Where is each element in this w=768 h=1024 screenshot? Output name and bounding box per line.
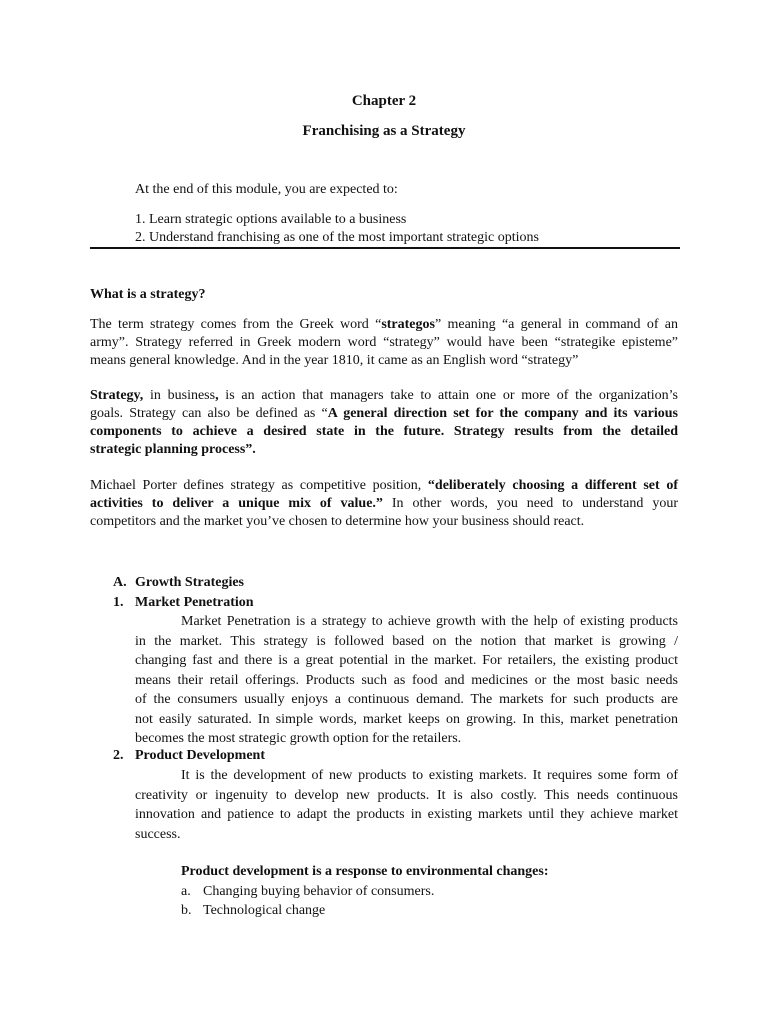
- market-penetration-line: changing fast and there is a great potential in the market. For retailers, the existing product: [135, 653, 678, 668]
- market-penetration-line: in the market. This strategy is followed based on the notion that market is growing /: [135, 634, 678, 649]
- paragraph-line: strategic planning process”.: [90, 442, 256, 457]
- growth-heading: Growth Strategies: [135, 575, 244, 590]
- product-development-line: success.: [135, 827, 181, 842]
- chapter-title: Franchising as a Strategy: [302, 123, 466, 139]
- section-heading-what-is-strategy: What is a strategy?: [90, 287, 206, 302]
- market-penetration-line: not easily saturated. In simple words, market keeps on growing. In this, market penetration: [135, 712, 678, 727]
- subitem-a-text: Changing buying behavior of consumers.: [203, 884, 435, 899]
- objectives-intro: At the end of this module, you are expected to:: [135, 182, 398, 197]
- market-penetration-line: means their retail offerings. Products such as food and medicines or the most basic needs: [135, 673, 678, 688]
- item-2-title: Product Development: [135, 748, 265, 763]
- item-2-marker: 2.: [113, 748, 124, 763]
- chapter-label: Chapter 2: [351, 93, 417, 109]
- paragraph-line: Strategy, in business, is an action that managers take to attain one or more of the organization’s: [90, 388, 678, 403]
- paragraph-etymology: [90, 316, 678, 370]
- growth-heading-marker: A.: [113, 575, 127, 590]
- subitem-b-marker: b.: [181, 903, 192, 918]
- market-penetration-line: becomes the most strategic growth option for the retailers.: [135, 731, 462, 746]
- paragraph-line: goals. Strategy can also be defined as “A general direction set for the company and its various: [90, 406, 678, 421]
- product-development-line: innovation and patience to adapt the products in existing markets until they achieve market: [135, 807, 678, 822]
- objective-item-2: 2. Understand franchising as one of the most important strategic options: [135, 230, 539, 245]
- paragraph-line: activities to deliver a unique mix of value.” In other words, you need to understand your: [90, 496, 678, 511]
- paragraph-line: competitors and the market you’ve chosen to determine how your business should react.: [90, 514, 585, 529]
- paragraph-strategy-definition: [90, 387, 678, 459]
- product-development-line: It is the development of new products to existing markets. It requires some form of: [181, 768, 678, 783]
- paragraph-line: army”. Strategy referred in Greek modern word “strategy” would have been “strategike episteme”: [90, 335, 678, 350]
- product-development-line: creativity or ingenuity to develop new products. It is also costly. This needs continuous: [135, 788, 678, 803]
- market-penetration-line: Market Penetration is a strategy to achieve growth with the help of existing products: [181, 614, 678, 629]
- item-1-marker: 1.: [113, 595, 124, 610]
- paragraph-line: Michael Porter defines strategy as competitive position, “deliberately choosing a different set of: [90, 478, 678, 493]
- subitem-a-marker: a.: [181, 884, 191, 899]
- section-divider: [90, 247, 680, 249]
- product-development-subheading: Product development is a response to environmental changes:: [181, 864, 549, 879]
- market-penetration-line: of the consumers usually enjoys a continuous demand. The markets for such products are: [135, 692, 678, 707]
- objective-item-1: 1. Learn strategic options available to a business: [135, 212, 407, 227]
- paragraph-porter: [90, 477, 678, 531]
- paragraph-line: The term strategy comes from the Greek word “strategos” meaning “a general in command of an: [90, 317, 678, 332]
- paragraph-line: components to achieve a desired state in the future. Strategy results from the detailed: [90, 424, 678, 439]
- subitem-b-text: Technological change: [203, 903, 326, 918]
- item-1-title: Market Penetration: [135, 595, 254, 610]
- paragraph-line: means general knowledge. And in the year 1810, it came as an English word “strategy”: [90, 353, 579, 368]
